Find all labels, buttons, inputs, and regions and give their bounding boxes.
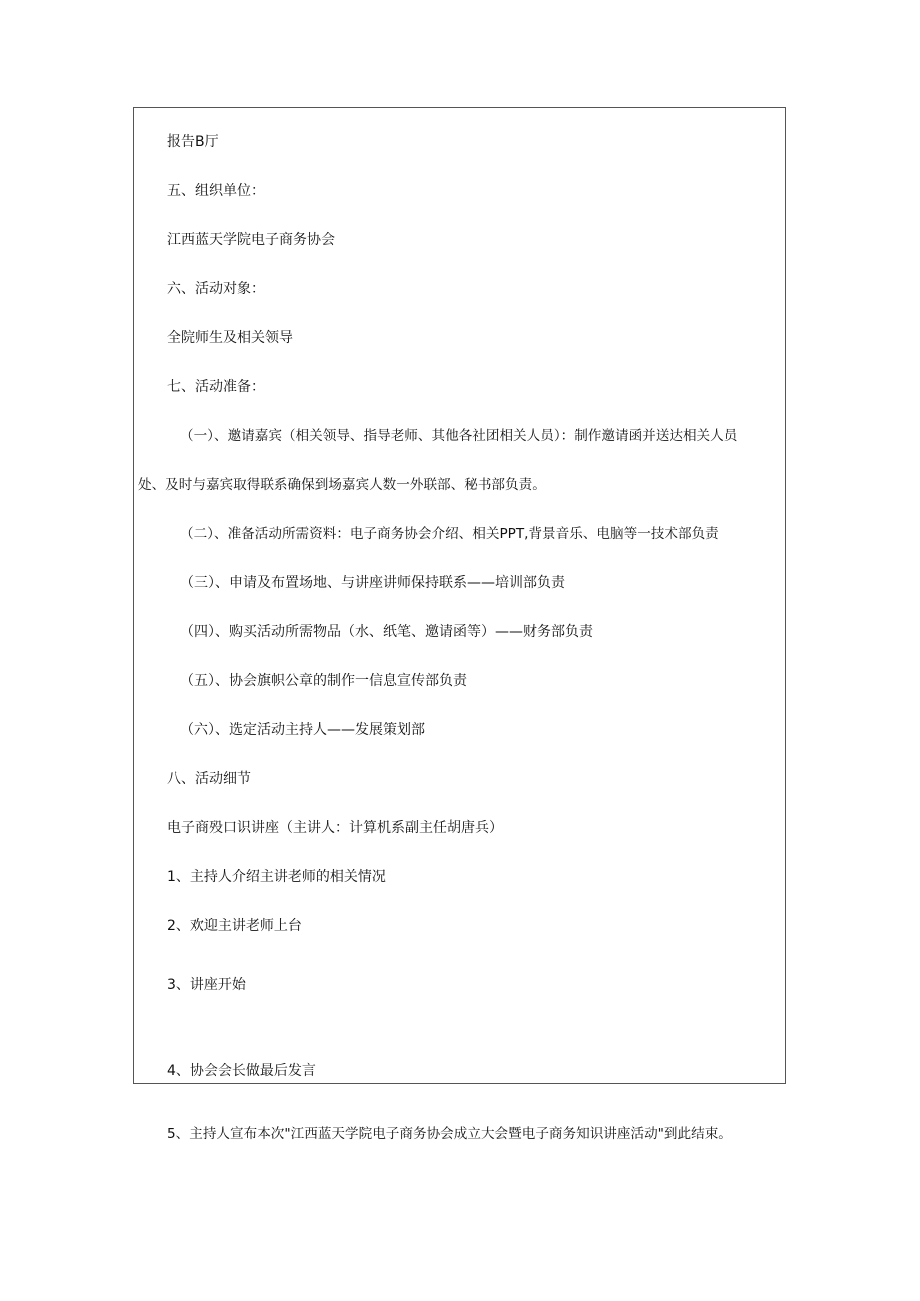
section-heading: 五、组织单位： [167,183,265,199]
text-line: 江西蓝天学院电子商务协会 [167,232,335,248]
list-item: 4、协会会长做最后发言 [167,1063,316,1079]
list-item: （四）、购买活动所需物品（水、纸笔、邀请函等）——财务部负责 [180,624,593,640]
section-heading: 七、活动准备： [167,379,265,395]
list-item: （一）、邀请嘉宾（相关领导、指导老师、其他各社团相关人员）：制作邀请函并送达相关人员 [180,428,738,444]
text-line: 全院师生及相关领导 [167,330,293,346]
list-item: （二）、准备活动所需资料：电子商务协会介绍、相关PPT,背景音乐、电脑等一技术部负责 [180,526,719,542]
list-item: （六）、选定活动主持人——发展策划部 [180,722,425,738]
section-heading: 六、活动对象： [167,281,265,297]
list-item: 1、主持人介绍主讲老师的相关情况 [167,869,386,885]
text-line: 电子商殁口识讲座（主讲人：计算机系副主任胡唐兵） [167,820,503,836]
list-item-continuation: 处、及时与嘉宾取得联系确保到场嘉宾人数一外联部、秘书部负责。 [138,477,546,493]
list-item: 2、欢迎主讲老师上台 [167,918,302,934]
section-heading: 八、活动细节 [167,771,251,787]
text-line: 报告B厅 [167,134,219,150]
list-item: 3、讲座开始 [167,977,246,993]
list-item: （三）、申请及布置场地、与讲座讲师保持联系——培训部负责 [180,575,565,591]
closing-line: 5、主持人宣布本次"江西蓝天学院电子商务协会成立大会暨电子商务知识讲座活动"到此结束。 [167,1126,732,1142]
document-frame [133,107,786,1084]
list-item: （五）、协会旗帜公章的制作一信息宣传部负责 [180,673,467,689]
